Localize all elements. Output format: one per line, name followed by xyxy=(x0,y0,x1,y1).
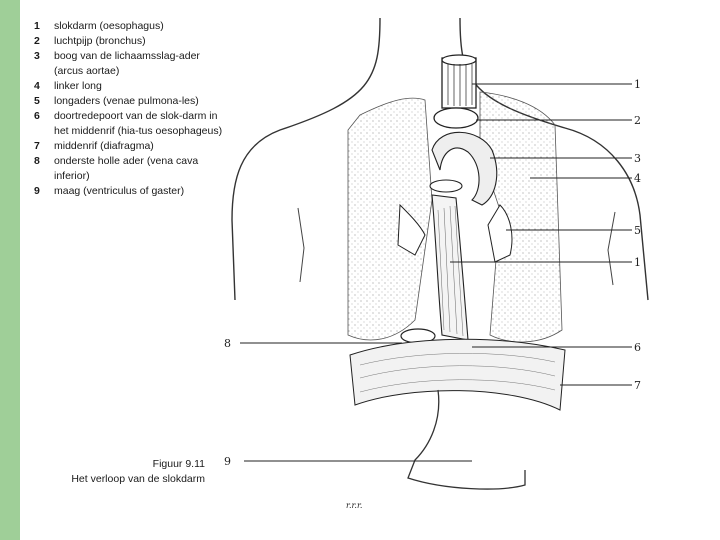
callout-3: 3 xyxy=(634,152,641,165)
artist-signature: r.r.r. xyxy=(346,501,363,510)
esophagus-illustration xyxy=(210,0,720,540)
legend-number: 8 xyxy=(34,155,40,167)
trachea-top xyxy=(442,55,476,65)
callout-1: 1 xyxy=(634,78,641,91)
legend-number: 4 xyxy=(34,80,40,92)
legend-item xyxy=(34,139,224,154)
hiatus-ring-top xyxy=(430,180,462,192)
legend-text: doortredepoort van de slok-darm in het middenrif (hia-tus oesophageus) xyxy=(54,110,223,137)
accent-sidebar xyxy=(0,0,20,540)
legend-list xyxy=(34,19,224,199)
legend-item xyxy=(34,184,224,199)
right-lung xyxy=(348,98,432,340)
legend-item xyxy=(34,19,224,34)
anatomy-figure xyxy=(210,0,720,540)
legend-text: slokdarm (oesophagus) xyxy=(54,20,164,32)
stomach xyxy=(408,390,525,489)
legend-item xyxy=(34,109,224,139)
legend-number: 3 xyxy=(34,50,40,62)
legend-text: luchtpijp (bronchus) xyxy=(54,35,146,47)
diaphragm xyxy=(350,339,565,410)
callout-5: 5 xyxy=(634,224,641,237)
legend-number: 5 xyxy=(34,95,40,107)
legend-number: 9 xyxy=(34,185,40,197)
figure-caption xyxy=(40,457,205,487)
legend-text: middenrif (diafragma) xyxy=(54,140,154,152)
legend-text: maag (ventriculus of gaster) xyxy=(54,185,185,197)
aortic-arch xyxy=(432,132,497,205)
callout-7: 7 xyxy=(634,379,641,392)
legend-number: 2 xyxy=(34,35,40,47)
legend-number: 7 xyxy=(34,140,40,152)
figure-title: Het verloop van de slokdarm xyxy=(71,473,205,485)
figure-number: Figuur 9.11 xyxy=(152,458,205,470)
legend-text: onderste holle ader (vena cava inferior) xyxy=(54,155,199,182)
legend-text: boog van de lichaamsslag-ader (arcus aortae) xyxy=(54,50,200,77)
esophagus xyxy=(432,195,468,340)
legend-item xyxy=(34,79,224,94)
callout-1b: 1 xyxy=(634,256,641,269)
callout-6: 6 xyxy=(634,341,641,354)
callout-9: 9 xyxy=(224,455,231,468)
legend-item xyxy=(34,34,224,49)
legend-item xyxy=(34,154,224,184)
arm-mark xyxy=(608,212,615,285)
legend-text: linker long xyxy=(54,80,102,92)
legend-text: longaders (venae pulmona-les) xyxy=(54,95,199,107)
callout-2: 2 xyxy=(634,114,641,127)
legend-number: 1 xyxy=(34,20,40,32)
legend-item xyxy=(34,94,224,109)
callout-8: 8 xyxy=(224,337,231,350)
callout-4: 4 xyxy=(634,172,641,185)
bronchus-ring xyxy=(434,108,478,128)
legend-number: 6 xyxy=(34,110,40,122)
arm-mark xyxy=(298,208,304,282)
legend-item xyxy=(34,49,224,79)
